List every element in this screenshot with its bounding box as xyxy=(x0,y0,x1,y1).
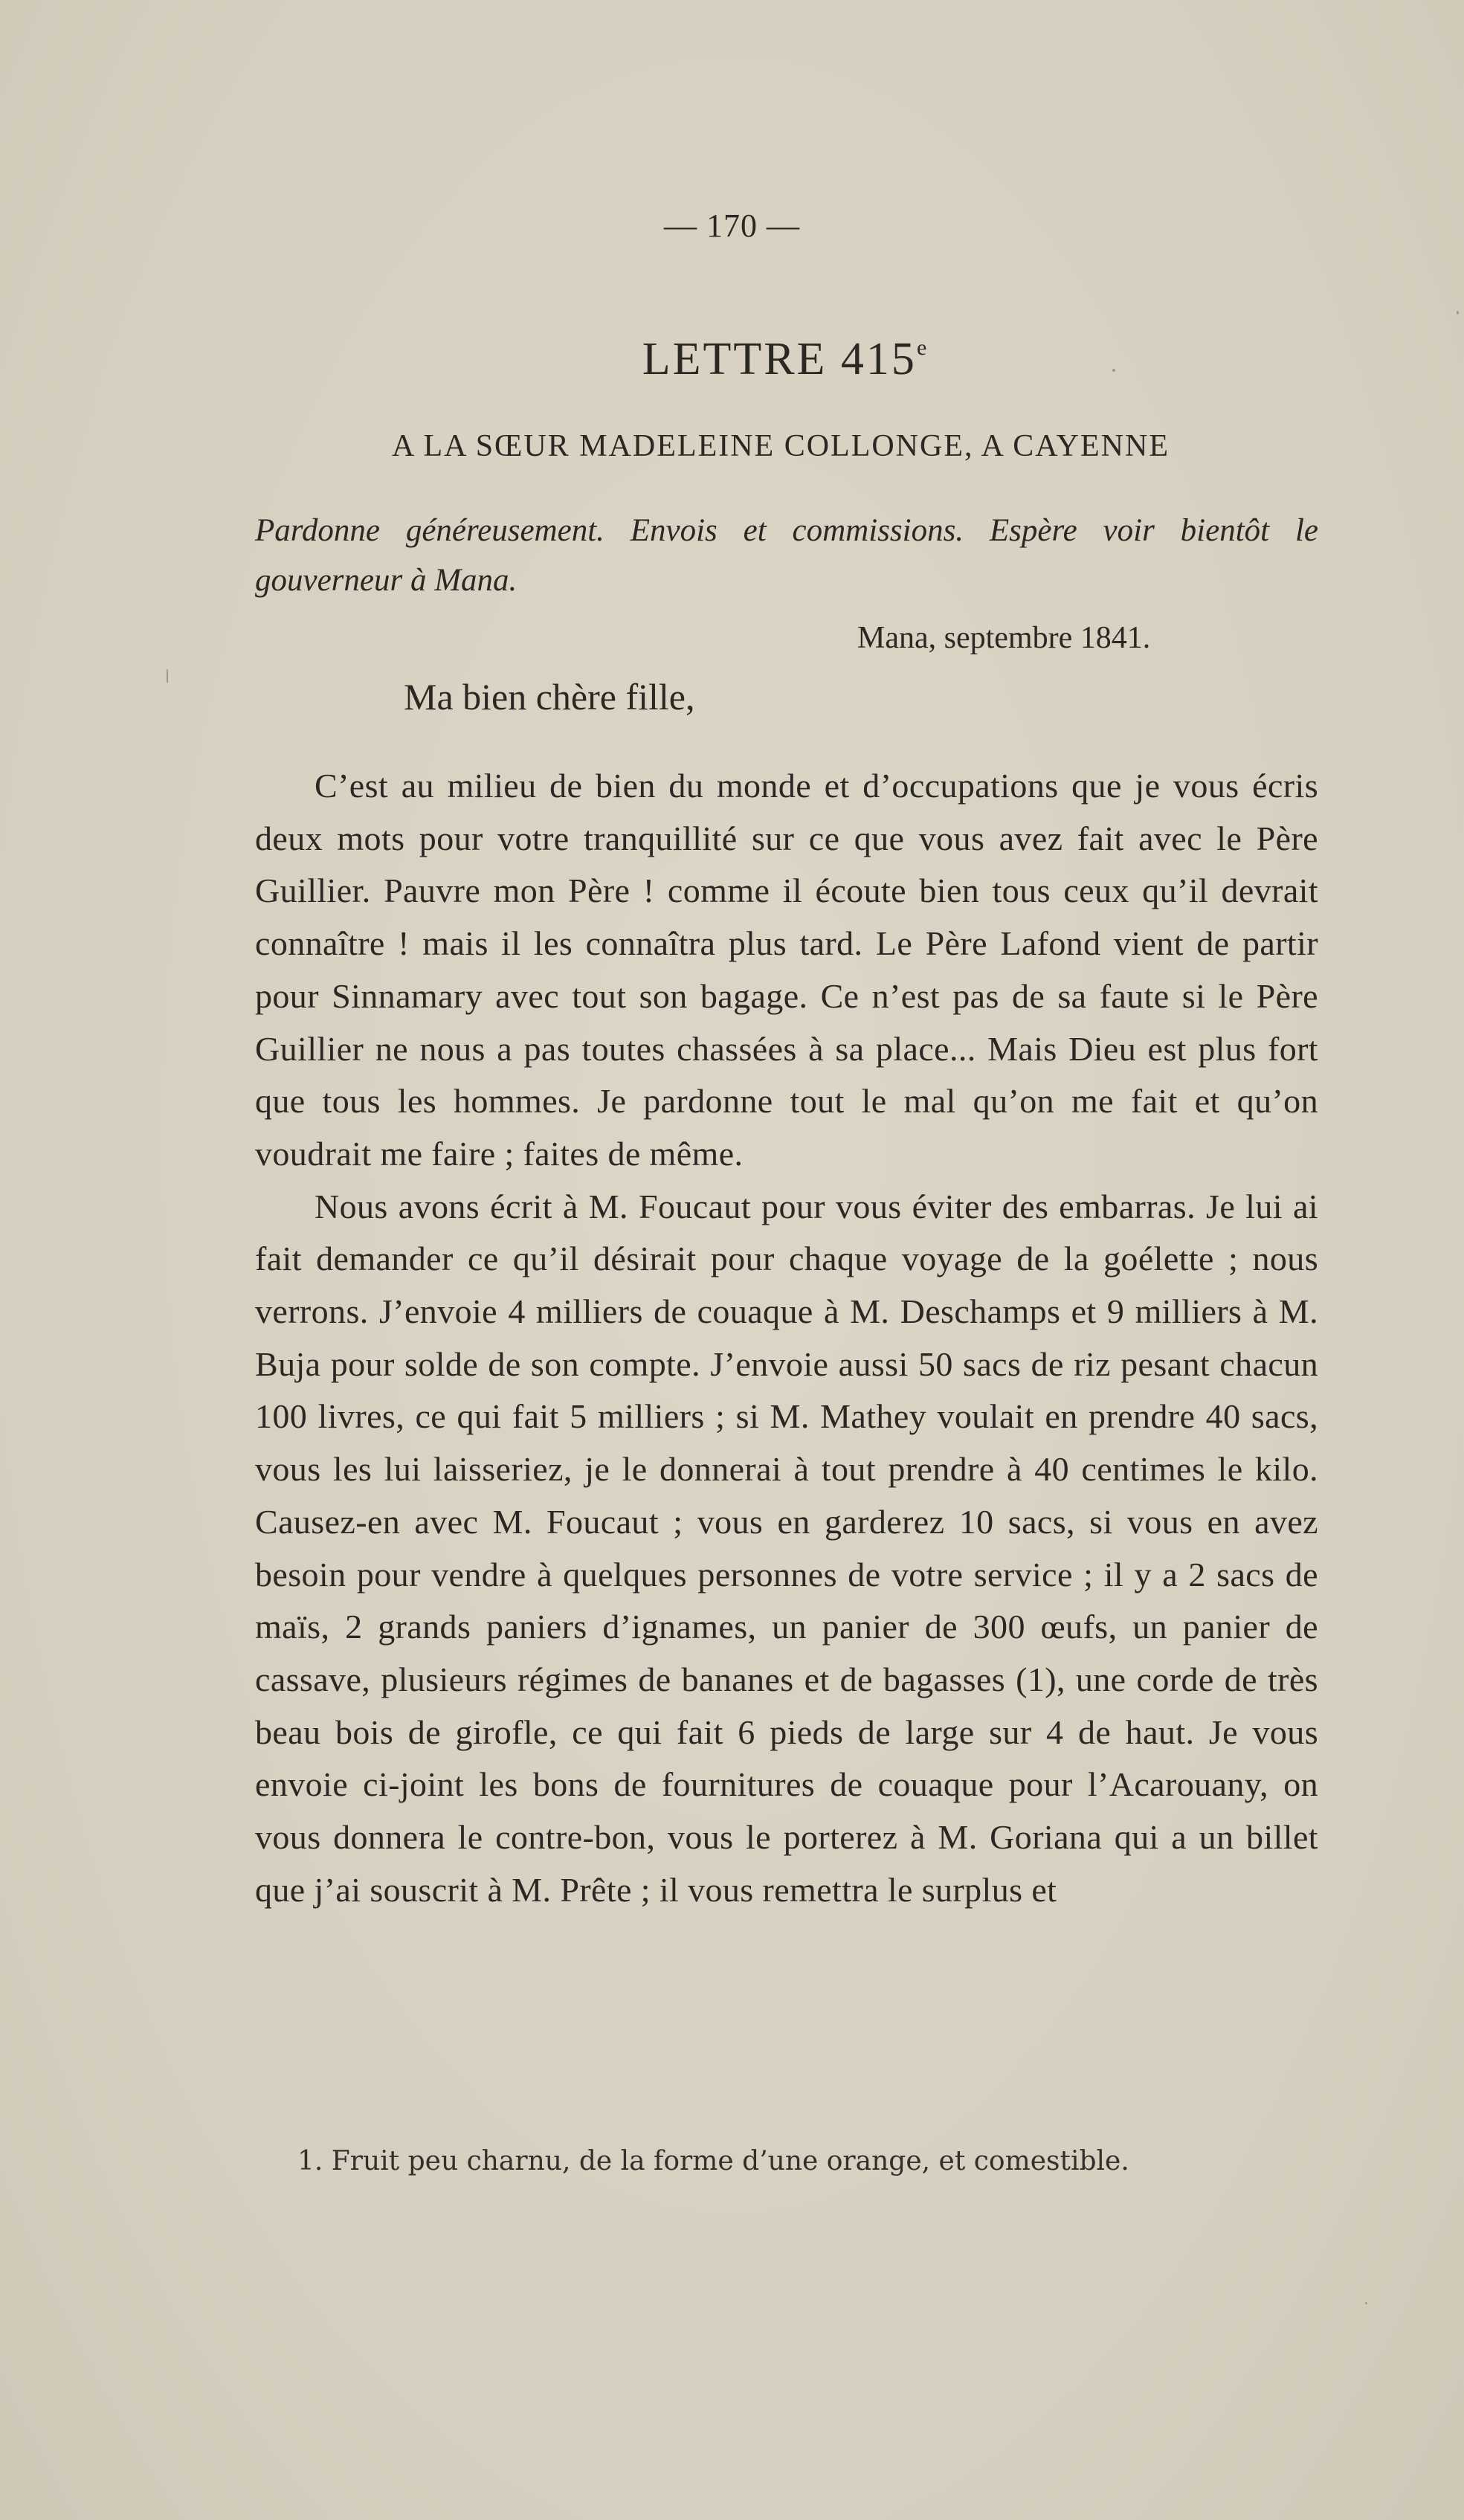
paragraph: Nous avons écrit à M. Foucaut pour vous éviter des embarras. Je lui ai fait demander ce qu’il désirait pour chaque voyage de la goélette ; nous verrons. J’envoie 4 milliers de couaque à M. Deschamps et 9 milliers à M. Buja pour solde de son compte. J’envoie aussi 50 sacs de riz pesant chacun 100 livres, ce qui fait 5 milliers ; si M. Mathey voulait en prendre 40 sacs, vous les lui laisseriez, je le donnerai à tout prendre à 40 centimes le kilo. Causez-en avec M. Foucaut ; vous en garderez 10 sacs, si vous en avez besoin pour vendre à quelques personnes de votre service ; il y a 2 sacs de maïs, 2 grands paniers d’ignames, un panier de 300 œufs, un panier de cassave, plusieurs régimes de bananes et de bagasses (1), une corde de très beau bois de girofle, ce qui fait 6 pieds de large sur 4 de haut. Je vous envoie ci-joint les bons de fournitures de couaque pour l’Acarouany, on vous donnera le contre-bon, vous le porterez à M. Goriana qui a un billet que j’ai souscrit à M. Prête ; il vous remettra le surplus et xyxy=(255,1187,1318,1909)
page-number: — 170 — xyxy=(664,207,800,244)
footnote: 1. Fruit peu charnu, de la forme d’une orange, et comestible. xyxy=(297,2146,1129,2176)
paper-speck xyxy=(167,669,168,683)
letter-title-text: LETTRE 415 xyxy=(642,334,917,384)
paper-speck xyxy=(1365,2302,1367,2304)
salutation: Ma bien chère fille, xyxy=(404,676,695,718)
letter-recipient: A LA SŒUR MADELEINE COLLONGE, A CAYENNE xyxy=(392,429,1170,463)
paper-speck xyxy=(1457,311,1459,315)
paper-speck xyxy=(1112,369,1115,372)
paragraph: C’est au milieu de bien du monde et d’occupations que je vous écris deux mots pour votre tranquillité sur ce que vous avez fait avec le Père Guillier. Pauvre mon Père ! comme il écoute bien tous ceux qu’il devrait connaître ! mais il les connaîtra plus tard. Le Père Lafond vient de partir pour Sinnamary avec tout son bagage. Ce n’est pas de sa faute si le Père Guillier ne nous a pas toutes chassées à sa place... Mais Dieu est plus fort que tous les hommes. Je pardonne tout le mal qu’on me fait et qu’on voudrait me faire ; faites de même. xyxy=(255,767,1318,1173)
letter-title-suffix: e xyxy=(916,335,927,360)
letter-body xyxy=(255,760,1318,1916)
letter-summary: Pardonne généreusement. Envois et commissions. Espère voir bientôt le gouverneur à Mana. xyxy=(255,513,1318,598)
place-date: Mana, septembre 1841. xyxy=(857,621,1151,655)
letter-title xyxy=(0,333,1464,386)
